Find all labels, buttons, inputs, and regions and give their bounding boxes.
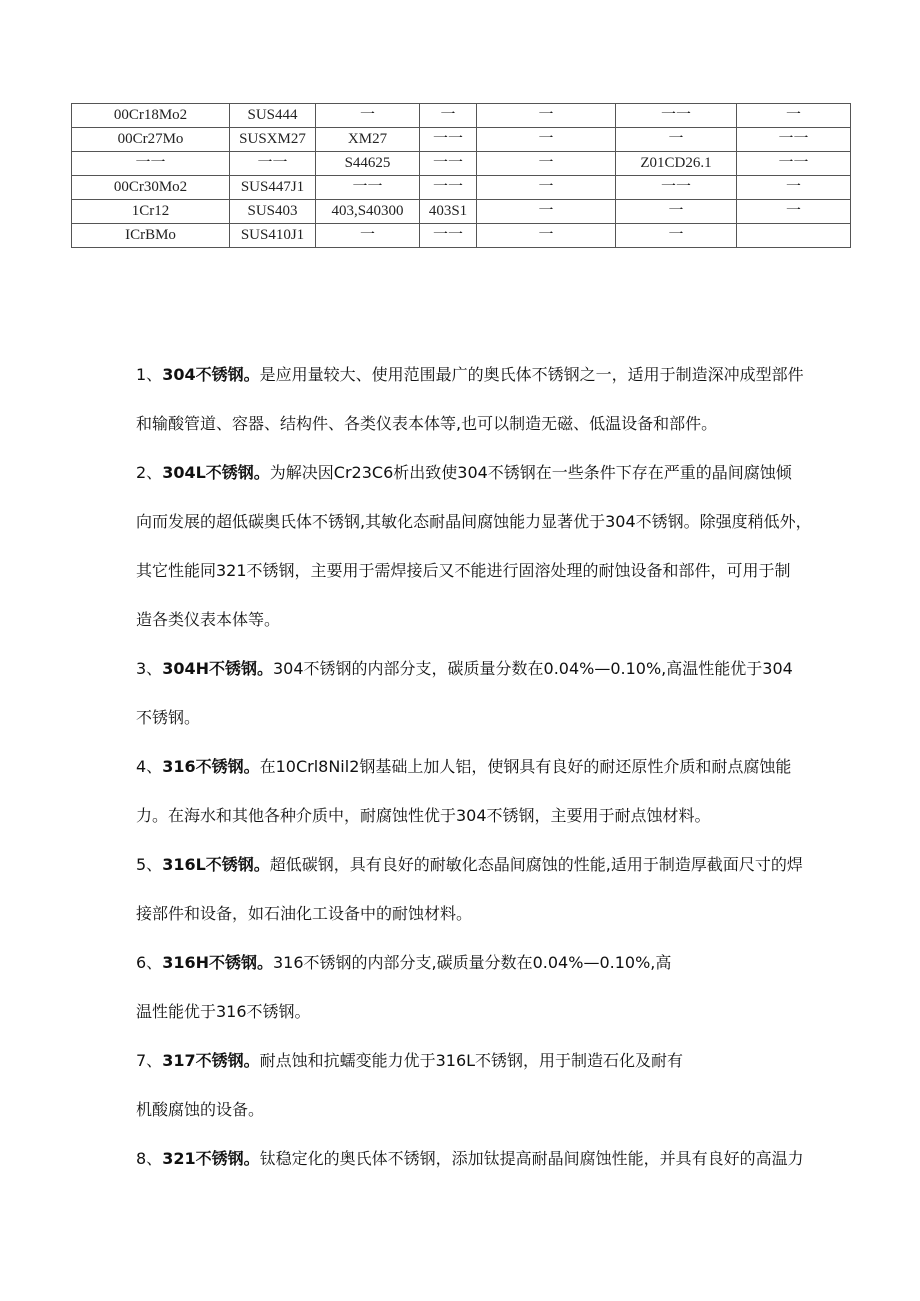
line-text: 超低碳钢，具有良好的耐敏化态晶间腐蚀的性能,适用于制造厚截面尺寸的焊 (269, 855, 803, 874)
paragraph-line (136, 1134, 856, 1183)
paragraph-line: 和输酸管道、容器、结构件、各类仪表本体等,也可以制造无磁、低温设备和部件。 (136, 414, 718, 433)
paragraph-line (136, 350, 856, 399)
table-cell: SUSXM27 (230, 128, 316, 152)
table-cell: 一 (477, 176, 616, 200)
table-cell: 一 (477, 200, 616, 224)
table-cell: 00Cr18Mo2 (72, 104, 230, 128)
table-cell: ICrBMo (72, 224, 230, 248)
table-cell: 一 (316, 104, 420, 128)
grade-paragraph (136, 742, 856, 840)
table-row (72, 176, 851, 200)
table-row (72, 128, 851, 152)
table-cell: 一一 (72, 152, 230, 176)
grade-title: 316不锈钢。 (162, 757, 260, 776)
table-row (72, 104, 851, 128)
grade-paragraph (136, 1134, 856, 1183)
grade-paragraph (136, 644, 856, 742)
table-row (72, 200, 851, 224)
line-text: 316不锈钢的内部分支,碳质量分数在0.04%—0.10%,高 (272, 953, 672, 972)
table-cell: 一一 (737, 128, 851, 152)
table-cell: 一一 (420, 176, 477, 200)
line-text: 在10Crl8Nil2钢基础上加人铝，使钢具有良好的耐还原性介质和耐点腐蚀能 (259, 757, 792, 776)
table-cell: 一 (737, 176, 851, 200)
table-cell: 一 (616, 200, 737, 224)
paragraph-line: 温性能优于316不锈钢。 (136, 1002, 311, 1021)
paragraph-line (136, 938, 856, 987)
table-cell: 一一 (420, 128, 477, 152)
grade-title: 316L不锈钢。 (162, 855, 270, 874)
grade-title: 321不锈钢。 (162, 1149, 260, 1168)
table-cell: 403S1 (420, 200, 477, 224)
grade-paragraph (136, 938, 856, 1036)
table-cell: 一一 (230, 152, 316, 176)
table-cell: 一 (477, 152, 616, 176)
item-number: 2、 (136, 463, 163, 482)
table-cell: 一 (616, 224, 737, 248)
grade-title: 317不锈钢。 (162, 1051, 260, 1070)
grade-paragraph (136, 448, 856, 644)
table-cell: SUS410J1 (230, 224, 316, 248)
grade-paragraph (136, 1036, 856, 1134)
grade-paragraph (136, 840, 856, 938)
grade-title: 304L不锈钢。 (162, 463, 270, 482)
table-cell: SUS403 (230, 200, 316, 224)
grade-title: 316H不锈钢。 (162, 953, 273, 972)
line-text: 是应用量较大、使用范围最广的奥氏体不锈钢之一，适用于制造深冲成型部件 (259, 365, 804, 384)
table-cell: 一一 (737, 152, 851, 176)
grade-title: 304不锈钢。 (162, 365, 260, 384)
grade-descriptions (136, 350, 856, 1183)
table-cell: SUS444 (230, 104, 316, 128)
table-cell: 一 (420, 104, 477, 128)
table-cell: S44625 (316, 152, 420, 176)
paragraph-line (136, 840, 856, 889)
table-cell: SUS447J1 (230, 176, 316, 200)
table-cell: 一 (477, 128, 616, 152)
table-cell: 00Cr30Mo2 (72, 176, 230, 200)
table-cell: 一一 (420, 152, 477, 176)
paragraph-line (136, 448, 856, 497)
paragraph-line: 机酸腐蚀的设备。 (136, 1100, 265, 1119)
item-number: 1、 (136, 365, 163, 384)
grade-title: 304H不锈钢。 (162, 659, 273, 678)
table-cell: Z01CD26.1 (616, 152, 737, 176)
table-cell: 一一 (316, 176, 420, 200)
table-cell: 一 (616, 128, 737, 152)
line-text: 耐点蚀和抗蠕变能力优于316L不锈钢，用于制造石化及耐有 (259, 1051, 684, 1070)
paragraph-line (136, 1036, 856, 1085)
paragraph-line: 接部件和设备，如石油化工设备中的耐蚀材料。 (136, 904, 473, 923)
table-cell: XM27 (316, 128, 420, 152)
item-number: 4、 (136, 757, 163, 776)
table-row (72, 224, 851, 248)
table-cell: 一一 (420, 224, 477, 248)
item-number: 6、 (136, 953, 163, 972)
paragraph-line: 力。在海水和其他各种介质中，耐腐蚀性优于304不锈钢，主要用于耐点蚀材料。 (136, 806, 711, 825)
paragraph-line (136, 644, 856, 693)
item-number: 7、 (136, 1051, 163, 1070)
table-cell: 一一 (616, 104, 737, 128)
paragraph-line: 不锈钢。 (136, 708, 201, 727)
grade-paragraph (136, 350, 856, 448)
line-text: 钛稳定化的奥氏体不锈钢，添加钛提高耐晶间腐蚀性能，并具有良好的高温力 (259, 1149, 804, 1168)
item-number: 8、 (136, 1149, 163, 1168)
table-cell: 一 (477, 224, 616, 248)
table-cell: 一 (316, 224, 420, 248)
table-cell: 一 (737, 200, 851, 224)
table-row (72, 152, 851, 176)
table-cell: 一 (477, 104, 616, 128)
table-cell: 一 (737, 104, 851, 128)
item-number: 3、 (136, 659, 163, 678)
table-cell: 1Cr12 (72, 200, 230, 224)
line-text: 为解决因Cr23C6析出致使304不锈钢在一些条件下存在严重的晶间腐蚀倾 (269, 463, 792, 482)
table-cell (737, 224, 851, 248)
line-text: 304不锈钢的内部分支，碳质量分数在0.04%—0.10%,高温性能优于304 (272, 659, 793, 678)
paragraph-line (136, 742, 856, 791)
table-cell: 00Cr27Mo (72, 128, 230, 152)
paragraph-line: 向而发展的超低碳奥氏体不锈钢,其敏化态耐晶间腐蚀能力显著优于304不锈钢。除强度稍低外， (136, 512, 812, 531)
paragraph-line: 其它性能同321不锈钢，主要用于需焊接后又不能进行固溶处理的耐蚀设备和部件，可用于制 (136, 561, 791, 580)
item-number: 5、 (136, 855, 163, 874)
table-cell: 403,S40300 (316, 200, 420, 224)
steel-grade-table (71, 103, 851, 248)
paragraph-line: 造各类仪表本体等。 (136, 610, 281, 629)
table-cell: 一一 (616, 176, 737, 200)
